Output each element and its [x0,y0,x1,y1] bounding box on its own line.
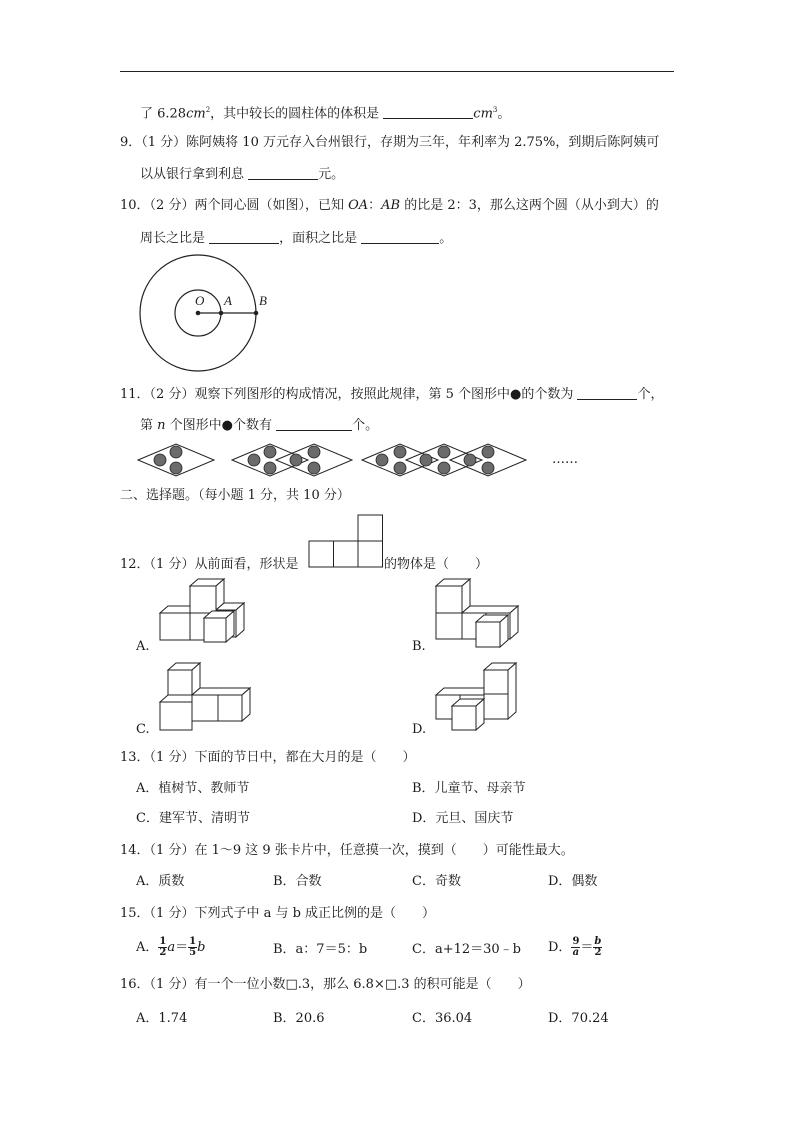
q15-option-d[interactable] [548,937,602,958]
q10-oa: OA [348,198,369,213]
q12-option-b-label[interactable]: B. [412,639,426,654]
dot [248,454,260,466]
q12-front-view-shape [308,514,384,568]
q13-option-a[interactable]: A．植树节、教师节 [136,781,250,796]
q8-unit-1-sup: 2 [205,106,211,114]
q11-text-mid: 个图形中●个数有 [165,418,277,433]
q10-ab: AB [381,198,401,213]
q10-line-2 [140,229,452,248]
q8-unit-2: cm [473,106,493,122]
q11-blank-nth[interactable] [276,416,352,431]
dot [170,462,182,474]
q12-option-c-figure[interactable] [160,662,252,732]
q8-text-end: 。 [497,106,511,122]
q12-option-d-figure[interactable] [436,662,520,732]
label-a: A [224,293,232,308]
q13-stem: 13．（1 分）下面的节日中，都在大月的是（ ） [120,750,416,765]
q11-text-pre-2: 第 [140,418,158,433]
q15-option-c[interactable]: C．a+12＝30﹣b [412,942,521,957]
q13-option-c[interactable]: C．建军节、清明节 [136,811,250,826]
q15-a-var-b: b [197,940,206,955]
q11-line-2 [140,416,378,435]
q11-n: n [157,418,166,433]
q8-unit-1: cm [186,106,206,122]
q15-stem: 15．（1 分）下列式子中 a 与 b 成正比例的是（ ） [120,906,436,921]
q10-colon: ： [368,198,382,213]
q9-line-2 [140,165,344,184]
q15-a-frac-2: $\frac{1}{5}$ [189,936,197,958]
q10-line-1 [120,197,659,215]
q15-d-frac-1: $\frac{9}{a}$ [572,936,580,958]
dot [464,454,476,466]
q10-text-c: 。 [439,231,453,246]
dot [438,446,450,458]
q11-text-pre: 11．（2 分）观察下列图形的构成情况，按照此规律，第 5 个图形中●的个数为 [120,387,578,402]
q14-option-c[interactable]: C．奇数 [412,874,461,889]
q10-text-b: ，面积之比是 [279,231,362,246]
q10-blank-circumference[interactable] [209,229,279,244]
q13-option-d[interactable]: D．元旦、国庆节 [412,811,514,826]
dot [420,454,432,466]
q10-text-pre: 10．（2 分）两个同心圆（如图），已知 [120,198,349,213]
diamond-pattern-figures [136,440,536,480]
q9-text-pre: 以从银行拿到利息 [140,167,249,182]
q13-option-b[interactable]: B．儿童节、母亲节 [412,781,526,796]
label-b: B [259,293,267,308]
dot [482,462,494,474]
q15-option-a[interactable] [136,937,205,958]
q12-option-d-label[interactable]: D. [412,722,427,737]
dot [394,446,406,458]
q15-d-label: D． [548,940,572,955]
q8-continuation [140,101,510,123]
dot [394,462,406,474]
point-o [196,311,201,316]
q8-text-pre: 了 6.28 [140,106,187,122]
concentric-circles-diagram [136,251,266,379]
dot [438,462,450,474]
q8-unit-2-sup: 3 [492,106,498,114]
q15-a-var-a: a [167,940,176,955]
q12-stem-pre: 12．（1 分）从前面看，形状是 [120,557,299,572]
q12-option-a-figure[interactable] [160,578,246,644]
q8-answer-blank[interactable] [383,104,473,119]
pattern-figure-2 [232,444,352,476]
q12-option-a-label[interactable]: A. [136,639,150,654]
q9-answer-blank[interactable] [248,165,318,180]
q14-stem: 14．（1 分）在 1～9 这 9 张卡片中，任意摸一次，摸到（ ）可能性最大。 [120,843,574,858]
dot [482,446,494,458]
q15-d-eq: ＝ [580,940,594,955]
section-2-title: 二、选择题。（每小题 1 分，共 10 分） [120,488,350,503]
dot [308,446,320,458]
pattern-figure-1 [138,444,214,476]
q9-text-end: 元。 [318,167,345,182]
q16-option-b[interactable]: B．20.6 [273,1011,325,1026]
q12-option-b-figure[interactable] [436,578,522,648]
q14-option-d[interactable]: D．偶数 [548,874,598,889]
q11-ellipsis: …… [552,452,578,467]
q10-blank-area[interactable] [361,229,439,244]
q9-line-1: 9．（1 分）陈阿姨将 10 万元存入台州银行，存期为三年，年利率为 2.75%，到期后陈阿姨可 [120,135,660,150]
dot [264,446,276,458]
point-a [219,311,224,316]
dot [308,462,320,474]
q8-text-mid: ，其中较长的圆柱体的体积是 [210,106,384,122]
dot [154,454,166,466]
dot [376,454,388,466]
q14-option-a[interactable]: A．质数 [136,874,185,889]
q16-option-c[interactable]: C．36.04 [412,1011,473,1026]
q12-option-c-label[interactable]: C. [136,722,150,737]
q14-option-b[interactable]: B．合数 [273,874,322,889]
dot [170,446,182,458]
point-b [254,311,259,316]
q11-blank-fifth[interactable] [577,385,637,400]
dot [290,454,302,466]
q15-a-label: A． [136,940,159,955]
q16-option-a[interactable]: A．1.74 [136,1011,188,1026]
q11-line-1 [120,385,663,404]
q11-text-end: 个， [637,387,664,402]
header-rule [120,71,674,72]
q10-text-a: 周长之比是 [140,231,210,246]
q15-d-frac-2: $\frac{b}{2}$ [594,936,602,958]
q10-text-end: 的比是 2：3，那么这两个圆（从小到大）的 [400,198,659,213]
pattern-figure-3 [362,444,526,476]
q16-option-d[interactable]: D．70.24 [548,1011,609,1026]
label-o: O [195,293,205,308]
q16-stem: 16．（1 分）有一个一位小数□.3，那么 6.8×□.3 的积可能是（ ） [120,977,531,992]
dot [264,462,276,474]
q15-a-eq: ＝ [175,940,189,955]
q15-option-b[interactable]: B．a：7＝5：b [273,942,368,957]
q15-a-frac-1: $\frac{1}{2}$ [159,936,167,958]
q11-text-end-2: 个。 [352,418,379,433]
q12-stem-post: 的物体是（ ） [384,557,489,572]
